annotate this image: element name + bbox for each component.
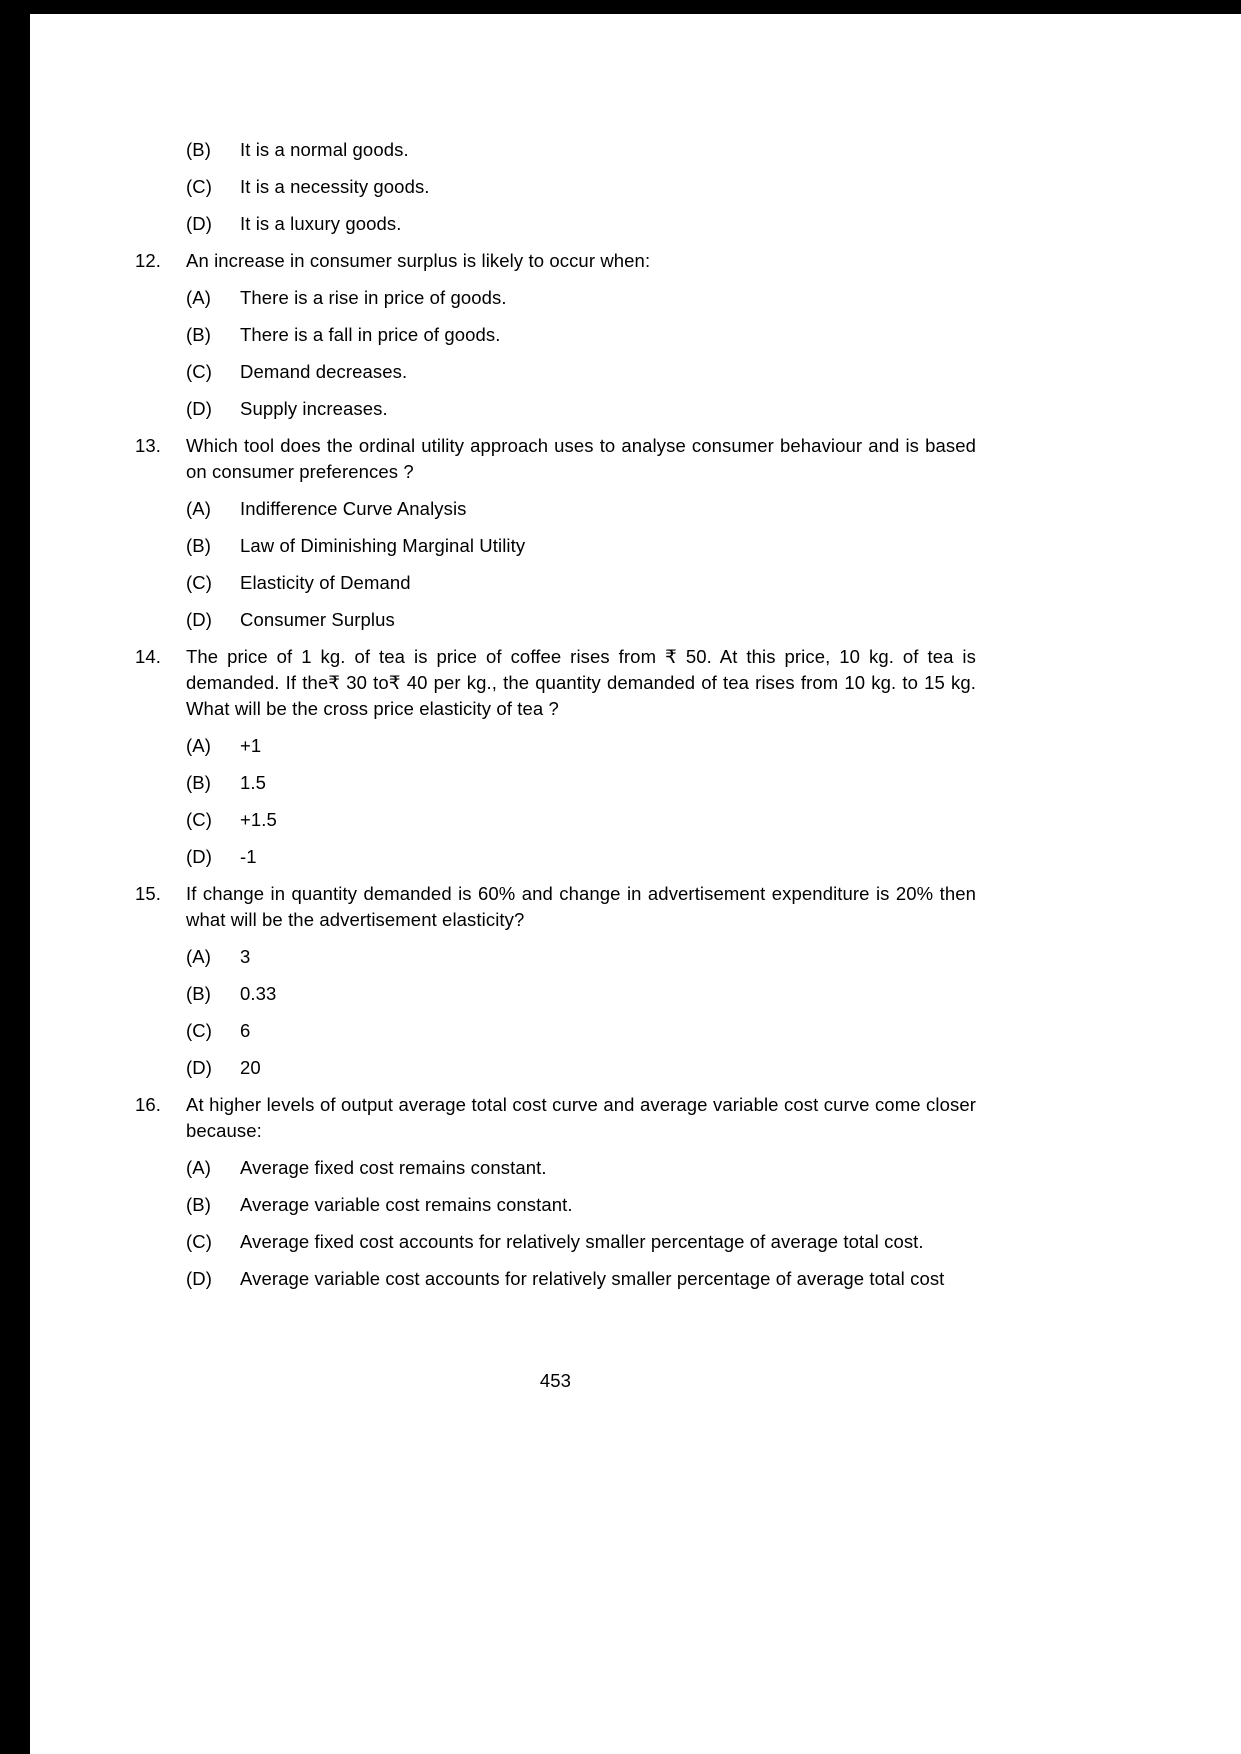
option-label: (C) — [186, 361, 212, 382]
option — [186, 733, 976, 759]
page-content — [135, 137, 976, 1394]
option — [186, 844, 976, 870]
option — [186, 1192, 976, 1218]
option-text: There is a fall in price of goods. — [240, 324, 501, 345]
question-number: 13. — [135, 435, 162, 456]
option — [186, 944, 976, 970]
question-13 — [135, 433, 976, 633]
option-label: (B) — [186, 535, 211, 556]
option-label: (D) — [186, 846, 212, 867]
question-number: 16. — [135, 1094, 162, 1115]
option-label: (C) — [186, 1231, 212, 1252]
question-options — [186, 733, 976, 870]
option — [186, 981, 976, 1007]
option-label: (B) — [186, 324, 211, 345]
option-text: It is a necessity goods. — [240, 176, 430, 197]
option-text: 0.33 — [240, 983, 277, 1004]
option-text: 6 — [240, 1020, 251, 1041]
option-label: (D) — [186, 1268, 212, 1289]
option — [186, 359, 976, 385]
option-label: (B) — [186, 983, 211, 1004]
option — [186, 137, 976, 163]
question-number: 12. — [135, 250, 162, 271]
question-text: The price of 1 kg. of tea is price of coffee rises from ₹ 50. At this price, 10 kg. of tea is demanded. If the₹ 30 to₹ 40 per kg., the quantity demanded of tea rises from 10 kg. to 15 kg. What will be the cross price elasticity of tea ? — [186, 646, 976, 719]
option — [186, 496, 976, 522]
question-14 — [135, 644, 976, 870]
option-text: 1.5 — [240, 772, 267, 793]
option-label: (A) — [186, 946, 211, 967]
option-text: Elasticity of Demand — [240, 572, 411, 593]
option-label: (D) — [186, 213, 212, 234]
option-label: (C) — [186, 572, 212, 593]
option-label: (B) — [186, 772, 211, 793]
question-head — [135, 433, 976, 485]
question-text: If change in quantity demanded is 60% and change in advertisement expenditure is 20% then what will be the advertisement elasticity? — [186, 883, 976, 930]
option-label: (A) — [186, 287, 211, 308]
option-label: (B) — [186, 139, 211, 160]
question-head — [135, 248, 976, 274]
option-text: +1.5 — [240, 809, 277, 830]
option-label: (C) — [186, 809, 212, 830]
option-text: 3 — [240, 946, 251, 967]
question-text: Which tool does the ordinal utility approach uses to analyse consumer behaviour and is based on consumer preferences ? — [186, 435, 976, 482]
question-number: 14. — [135, 646, 162, 667]
option-text: Indifference Curve Analysis — [240, 498, 467, 519]
option — [186, 533, 976, 559]
option — [186, 570, 976, 596]
question-options — [186, 496, 976, 633]
option — [186, 1266, 976, 1292]
option-text: Law of Diminishing Marginal Utility — [240, 535, 526, 556]
option-text: It is a luxury goods. — [240, 213, 402, 234]
option-label: (C) — [186, 1020, 212, 1041]
option — [186, 1229, 976, 1255]
page-border-top — [0, 0, 1241, 14]
option — [186, 396, 976, 422]
option-label: (D) — [186, 1057, 212, 1078]
option-label: (A) — [186, 498, 211, 519]
option-label: (B) — [186, 1194, 211, 1215]
option-text: Consumer Surplus — [240, 609, 395, 630]
question-number: 15. — [135, 883, 162, 904]
page-number: 453 — [539, 1370, 572, 1391]
option-label: (A) — [186, 1157, 211, 1178]
option — [186, 1055, 976, 1081]
question-text: An increase in consumer surplus is likely to occur when: — [186, 250, 651, 271]
option-text: There is a rise in price of goods. — [240, 287, 507, 308]
option-label: (D) — [186, 609, 212, 630]
page-border-left — [0, 0, 30, 1754]
option — [186, 211, 976, 237]
orphan-options — [186, 137, 976, 237]
option-text: -1 — [240, 846, 257, 867]
option-text: +1 — [240, 735, 262, 756]
option — [186, 322, 976, 348]
option — [186, 807, 976, 833]
option-text: Average fixed cost accounts for relatively smaller percentage of average total cost. — [240, 1231, 924, 1252]
question-head — [135, 881, 976, 933]
option — [186, 770, 976, 796]
question-15 — [135, 881, 976, 1081]
option-text: Supply increases. — [240, 398, 388, 419]
question-head — [135, 644, 976, 722]
question-12 — [135, 248, 976, 422]
option — [186, 174, 976, 200]
option-text: Demand decreases. — [240, 361, 408, 382]
option — [186, 285, 976, 311]
option-label: (A) — [186, 735, 211, 756]
option-label: (C) — [186, 176, 212, 197]
question-options — [186, 944, 976, 1081]
option — [186, 1018, 976, 1044]
option-text: It is a normal goods. — [240, 139, 409, 160]
question-text: At higher levels of output average total cost curve and average variable cost curve come closer because: — [186, 1094, 976, 1141]
question-options — [186, 285, 976, 422]
option-text: Average variable cost accounts for relatively smaller percentage of average total cost — [240, 1268, 945, 1289]
option — [186, 1155, 976, 1181]
question-options — [186, 1155, 976, 1292]
option-text: Average fixed cost remains constant. — [240, 1157, 547, 1178]
question-head — [135, 1092, 976, 1144]
option-text: Average variable cost remains constant. — [240, 1194, 573, 1215]
option — [186, 607, 976, 633]
question-16 — [135, 1092, 976, 1292]
option-text: 20 — [240, 1057, 261, 1078]
option-label: (D) — [186, 398, 212, 419]
